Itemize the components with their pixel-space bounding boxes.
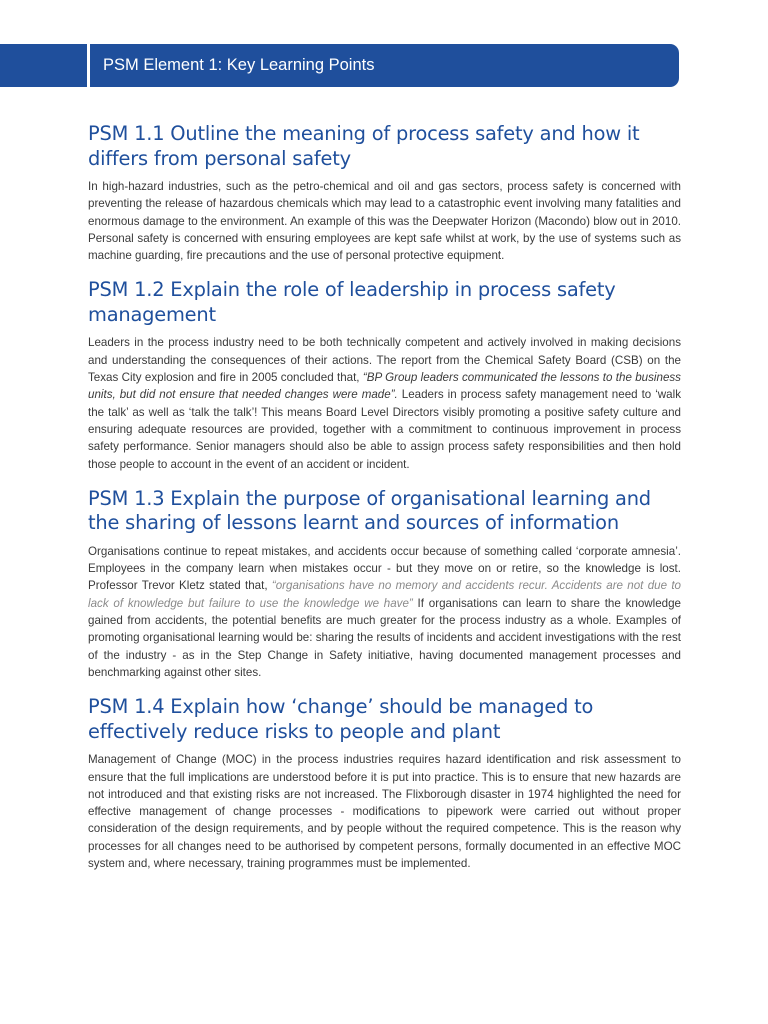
document-content — [88, 122, 681, 886]
body-text: Organisations continue to repeat mistakes, and accidents occur because of something called ‘corporate amnesia’. Employees in the company learn when mistakes occur - but they move on or retire, so the knowledge is lost. Professor Trevor Kletz stated that, — [88, 544, 681, 593]
section-body: Management of Change (MOC) in the process industries requires hazard identification and risk assessment to ensure that the full implications are understood before it is put into practice. This is to ensure that new hazards are not introduced and that existing risks are not increased. The Flixborough disaster in 1974 highlighted the need for effective management of change processes - modifications to pipework were carried out without proper consideration of the design requirements, and by people without the required competence. This is the reason why processes for all changes need to be authorised by competent persons, formally documented in an effective MOC system and, where necessary, training programmes must be implemented. — [88, 753, 681, 871]
header-divider — [87, 44, 90, 87]
section-body — [88, 543, 681, 681]
page-title: PSM Element 1: Key Learning Points — [103, 56, 375, 74]
body-text: Leaders in the process industry need to be both technically competent and actively involved in making decisions and understanding the consequences of their actions. The report from the Chemical Safety Board (CSB) on the Texas City explosion and fire in 2005 concluded that, — [88, 336, 681, 385]
kletz-quote: “organisations have no memory and accidents recur. Accidents are not due to lack of knowledge but failure to use the knowledge we have” — [88, 579, 681, 610]
section-heading: PSM 1.4 Explain how ‘change’ should be managed to effectively reduce risks to people and plant — [88, 695, 594, 743]
body-text: If organisations can learn to share the knowledge gained from accidents, the potential benefits are much greater for the process industry as a whole. Examples of promoting organisational learning would be: sharing the results of incidents and accident investigations with the rest of the industry - as in the Step Change in Safety initiative, having documented management processes and benchmarking against other sites. — [88, 596, 682, 679]
section-psm-1-1 — [88, 122, 681, 264]
section-psm-1-3 — [88, 487, 681, 681]
section-psm-1-4 — [88, 695, 681, 872]
section-body — [88, 334, 681, 472]
section-body: In high-hazard industries, such as the petro-chemical and oil and gas sectors, process safety is concerned with preventing the release of hazardous chemicals which may lead to a catastrophic event involving many fatalities and enormous damage to the environment. An example of this was the Deepwater Horizon (Macondo) blow out in 2010. Personal safety is concerned with ensuring employees are kept safe whilst at work, by the use of systems such as machine guarding, fire precautions and the use of personal protective equipment. — [88, 180, 681, 263]
section-heading: PSM 1.2 Explain the role of leadership in process safety management — [88, 278, 616, 326]
csb-quote: “BP Group leaders communicated the lessons to the business units, but did not ensure that needed changes were made”. — [88, 371, 681, 402]
section-heading: PSM 1.1 Outline the meaning of process safety and how it differs from personal safety — [88, 122, 640, 170]
section-heading: PSM 1.3 Explain the purpose of organisational learning and the sharing of lessons learnt and sources of information — [88, 486, 651, 535]
body-text: Leaders in process safety management need to ‘walk the talk’ as well as ‘talk the talk’! This means Board Level Directors visibly promoting a positive safety culture and ensuring adequate resources are provided, together with a commitment to continuous improvement in process safety performance. Senior managers should also be able to assign process safety responsibilities and then hold those people to account in the event of an accident or incident. — [88, 388, 681, 471]
section-psm-1-2 — [88, 278, 681, 472]
header-bar — [0, 44, 679, 87]
